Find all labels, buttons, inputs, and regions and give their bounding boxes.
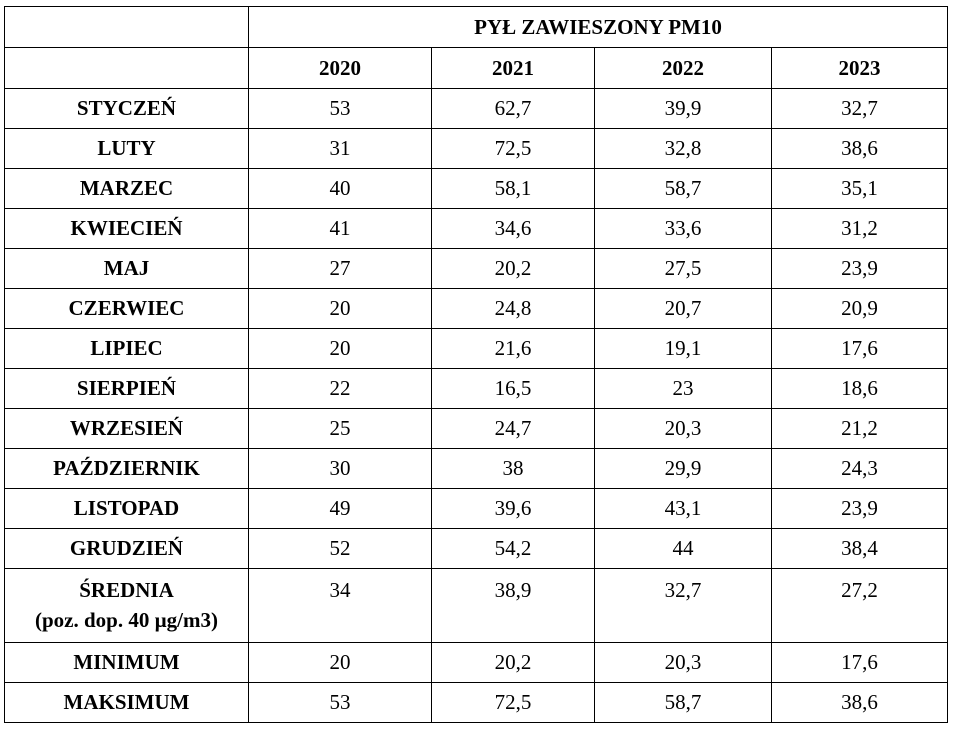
table-cell: 27 <box>249 249 432 289</box>
row-label: MINIMUM <box>5 643 249 683</box>
table-row <box>5 329 948 369</box>
table-cell: 54,2 <box>432 529 595 569</box>
table-row <box>5 289 948 329</box>
table-cell: 24,3 <box>772 449 948 489</box>
table-cell: 23,9 <box>772 489 948 529</box>
table-cell: 49 <box>249 489 432 529</box>
table-cell: 58,7 <box>595 169 772 209</box>
table-cell: 23,9 <box>772 249 948 289</box>
table-cell: 17,6 <box>772 329 948 369</box>
table-row <box>5 89 948 129</box>
table-row <box>5 209 948 249</box>
table-cell: 39,9 <box>595 89 772 129</box>
table-cell: 20,7 <box>595 289 772 329</box>
table-cell: 38,6 <box>772 683 948 723</box>
table-row <box>5 489 948 529</box>
header-row-group <box>5 7 948 48</box>
table-cell: 19,1 <box>595 329 772 369</box>
table-cell: 22 <box>249 369 432 409</box>
table-cell: 33,6 <box>595 209 772 249</box>
average-label: ŚREDNIA <box>79 578 174 602</box>
table-cell: 20,3 <box>595 409 772 449</box>
row-label: MAJ <box>5 249 249 289</box>
table-cell: 43,1 <box>595 489 772 529</box>
row-label: SIERPIEŃ <box>5 369 249 409</box>
table-cell: 20,2 <box>432 643 595 683</box>
table-cell: 24,8 <box>432 289 595 329</box>
row-label: MAKSIMUM <box>5 683 249 723</box>
table-cell: 41 <box>249 209 432 249</box>
table-cell: 58,7 <box>595 683 772 723</box>
table-cell: 32,8 <box>595 129 772 169</box>
table-cell: 30 <box>249 449 432 489</box>
table-cell: 52 <box>249 529 432 569</box>
table-row <box>5 169 948 209</box>
table-cell: 20 <box>249 643 432 683</box>
table-cell: 23 <box>595 369 772 409</box>
table-cell: 44 <box>595 529 772 569</box>
table-cell: 18,6 <box>772 369 948 409</box>
row-label <box>5 569 249 643</box>
table-row <box>5 529 948 569</box>
row-label: KWIECIEŃ <box>5 209 249 249</box>
table-cell: 38,4 <box>772 529 948 569</box>
table-cell: 27,2 <box>772 569 948 643</box>
table-cell: 20,3 <box>595 643 772 683</box>
corner-cell-lower <box>5 48 249 89</box>
table-cell: 38 <box>432 449 595 489</box>
table-cell: 40 <box>249 169 432 209</box>
table-cell: 34 <box>249 569 432 643</box>
year-header: 2023 <box>772 48 948 89</box>
row-label: LIPIEC <box>5 329 249 369</box>
table-cell: 39,6 <box>432 489 595 529</box>
year-header: 2021 <box>432 48 595 89</box>
table-cell: 25 <box>249 409 432 449</box>
table-row <box>5 369 948 409</box>
table-cell: 53 <box>249 89 432 129</box>
table-row <box>5 129 948 169</box>
table-cell: 35,1 <box>772 169 948 209</box>
corner-cell <box>5 7 249 48</box>
table-cell: 38,9 <box>432 569 595 643</box>
table-cell: 72,5 <box>432 683 595 723</box>
row-label: LUTY <box>5 129 249 169</box>
table-cell: 53 <box>249 683 432 723</box>
table-cell: 38,6 <box>772 129 948 169</box>
table-cell: 16,5 <box>432 369 595 409</box>
table-cell: 29,9 <box>595 449 772 489</box>
table-cell: 20 <box>249 329 432 369</box>
table-cell: 27,5 <box>595 249 772 289</box>
table-cell: 58,1 <box>432 169 595 209</box>
average-row <box>5 569 948 643</box>
table-cell: 21,2 <box>772 409 948 449</box>
row-label: MARZEC <box>5 169 249 209</box>
table-cell: 32,7 <box>772 89 948 129</box>
group-header: PYŁ ZAWIESZONY PM10 <box>249 7 948 48</box>
year-header: 2020 <box>249 48 432 89</box>
table-row <box>5 409 948 449</box>
table-row <box>5 449 948 489</box>
table-cell: 31 <box>249 129 432 169</box>
table-cell: 20,2 <box>432 249 595 289</box>
average-sublabel: (poz. dop. 40 µg/m3) <box>34 608 219 632</box>
table-cell: 20,9 <box>772 289 948 329</box>
table-cell: 20 <box>249 289 432 329</box>
minimum-row <box>5 643 948 683</box>
row-label: GRUDZIEŃ <box>5 529 249 569</box>
pm10-table <box>4 6 948 723</box>
table-cell: 32,7 <box>595 569 772 643</box>
maximum-row <box>5 683 948 723</box>
table-cell: 34,6 <box>432 209 595 249</box>
table-cell: 17,6 <box>772 643 948 683</box>
row-label: CZERWIEC <box>5 289 249 329</box>
year-header: 2022 <box>595 48 772 89</box>
table-row <box>5 249 948 289</box>
row-label: LISTOPAD <box>5 489 249 529</box>
table-cell: 24,7 <box>432 409 595 449</box>
month-rows <box>5 89 948 723</box>
row-label: WRZESIEŃ <box>5 409 249 449</box>
table-cell: 62,7 <box>432 89 595 129</box>
row-label: PAŹDZIERNIK <box>5 449 249 489</box>
table-cell: 21,6 <box>432 329 595 369</box>
header-row-years <box>5 48 948 89</box>
table-cell: 31,2 <box>772 209 948 249</box>
row-label: STYCZEŃ <box>5 89 249 129</box>
table-cell: 72,5 <box>432 129 595 169</box>
